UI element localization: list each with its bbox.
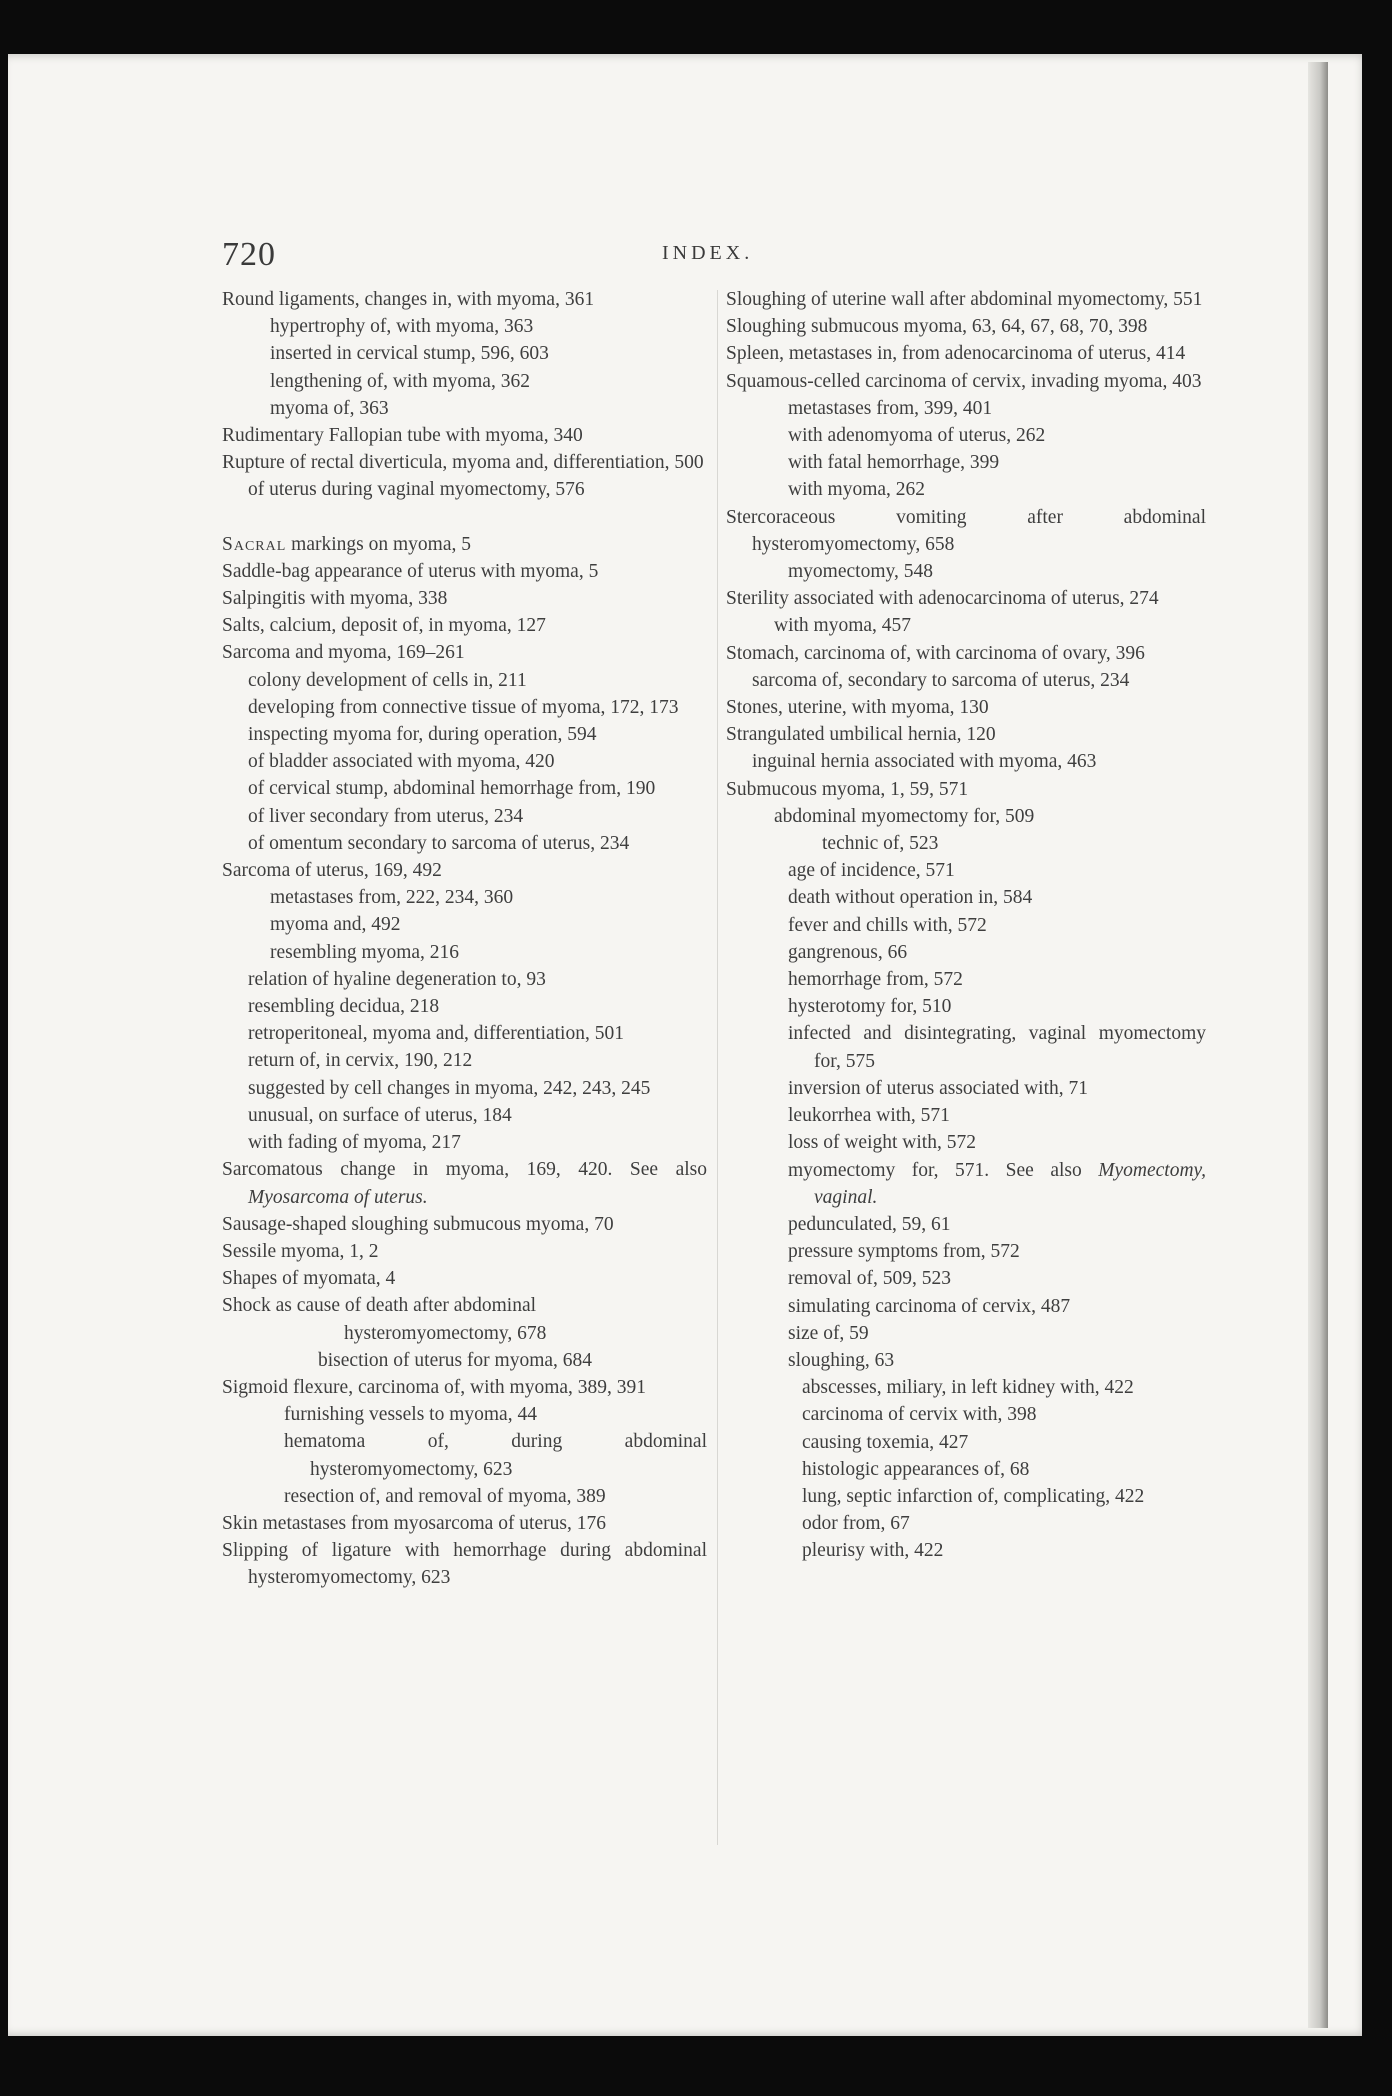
- entry-text: resection of, and removal of myoma, 389: [284, 1485, 606, 1507]
- entry-text: myomectomy for, 571. See also: [788, 1159, 1099, 1181]
- entry-text: Saddle-bag appearance of uterus with myoma, 5: [222, 560, 599, 582]
- entry-text: inversion of uterus associated with, 71: [788, 1077, 1089, 1099]
- index-subentry: [270, 395, 707, 422]
- entry-text: lung, septic infarction of, complicating, 422: [802, 1485, 1145, 1507]
- index-subentry: [788, 1347, 1206, 1374]
- index-entry: [222, 558, 707, 585]
- entry-text: Skin metastases from myosarcoma of uterus, 176: [222, 1512, 606, 1534]
- entry-text: metastases from, 222, 234, 360: [270, 887, 514, 909]
- entry-text: Submucous myoma, 1, 59, 571: [726, 778, 969, 800]
- index-subentry: [788, 993, 1206, 1020]
- entry-text: suggested by cell changes in myoma, 242, 243, 245: [248, 1077, 651, 1099]
- entry-text: Salpingitis with myoma, 338: [222, 588, 448, 610]
- index-subentry: [774, 612, 1206, 639]
- entry-text: Rupture of rectal diverticula, myoma and, differentiation, 500: [222, 452, 704, 474]
- index-subentry: [788, 939, 1206, 966]
- entry-text: pedunculated, 59, 61: [788, 1213, 951, 1235]
- index-subentry: [788, 1157, 1206, 1211]
- index-entry: [222, 1265, 707, 1292]
- index-subentry: [270, 340, 707, 367]
- entry-text: gangrenous, 66: [788, 941, 908, 963]
- entry-text: of omentum secondary to sarcoma of uterus, 234: [248, 832, 630, 854]
- entry-text: histologic appearances of, 68: [802, 1458, 1030, 1480]
- entry-text: myomectomy, 548: [788, 561, 933, 583]
- index-subentry: [788, 966, 1206, 993]
- index-entry: [222, 612, 707, 639]
- entry-text: Slipping of ligature with hemorrhage during abdominal hysteromyomectomy, 623: [222, 1540, 707, 1589]
- index-subentry: [284, 1428, 707, 1482]
- index-subentry: [802, 1510, 1206, 1537]
- entry-text: Sigmoid flexure, carcinoma of, with myoma, 389, 391: [222, 1376, 647, 1398]
- index-subentry: [248, 993, 707, 1020]
- entry-text: odor from, 67: [802, 1513, 910, 1535]
- entry-text: bisection of uterus for myoma, 684: [318, 1349, 593, 1371]
- entry-text: of cervical stump, abdominal hemorrhage from, 190: [248, 778, 656, 800]
- entry-text: with fading of myoma, 217: [248, 1132, 461, 1154]
- entry-text: pleurisy with, 422: [802, 1540, 944, 1562]
- entry-text: with myoma, 262: [788, 479, 926, 501]
- entry-text: Squamous-celled carcinoma of cervix, invading myoma, 403: [726, 370, 1202, 392]
- index-entry: [222, 639, 707, 666]
- index-subentry: [248, 476, 707, 503]
- index-entry: [222, 585, 707, 612]
- entry-text: sloughing, 63: [788, 1349, 895, 1371]
- entry-text: pressure symptoms from, 572: [788, 1241, 1020, 1263]
- index-subentry: [248, 748, 707, 775]
- index-subentry: [788, 1293, 1206, 1320]
- index-subentry: [248, 1129, 707, 1156]
- entry-text: abdominal myomectomy for, 509: [774, 805, 1035, 827]
- index-subentry: [788, 476, 1206, 503]
- index-subentry: [788, 1320, 1206, 1347]
- index-entry: [726, 368, 1206, 395]
- entry-text: carcinoma of cervix with, 398: [802, 1404, 1037, 1426]
- index-subentry: [788, 1265, 1206, 1292]
- entry-text: Shock as cause of death after abdominal: [222, 1295, 537, 1317]
- index-column-right: [726, 286, 1206, 1565]
- index-subentry: [248, 721, 707, 748]
- entry-text: death without operation in, 584: [788, 887, 1033, 909]
- page-number: 720: [222, 236, 276, 273]
- index-subentry: [788, 1211, 1206, 1238]
- entry-text: hematoma of, during abdominal hysteromyomectomy, 623: [284, 1431, 707, 1480]
- entry-text: Shapes of myomata, 4: [222, 1268, 396, 1290]
- index-subentry: [788, 449, 1206, 476]
- index-entry: [726, 313, 1206, 340]
- index-subentry: [802, 1401, 1206, 1428]
- column-divider: [717, 290, 718, 1845]
- running-head: INDEX.: [662, 242, 754, 264]
- index-subentry: [248, 1075, 707, 1102]
- index-subentry: [270, 884, 707, 911]
- index-subentry: [788, 422, 1206, 449]
- entry-text: of uterus during vaginal myomectomy, 576: [248, 479, 585, 501]
- entry-text: Salts, calcium, deposit of, in myoma, 127: [222, 615, 546, 637]
- index-entry: [726, 694, 1206, 721]
- index-entry: [222, 286, 707, 313]
- index-column-left: [222, 286, 707, 1592]
- entry-text: Spleen, metastases in, from adenocarcinoma of uterus, 414: [726, 343, 1186, 365]
- page-edge: [1308, 62, 1328, 2028]
- entry-text: with myoma, 457: [774, 615, 912, 637]
- index-subentry: [270, 911, 707, 938]
- index-subentry: [248, 1020, 707, 1047]
- entry-text: fever and chills with, 572: [788, 914, 987, 936]
- entry-text: with adenomyoma of uterus, 262: [788, 425, 1046, 447]
- index-subentry: [788, 1102, 1206, 1129]
- entry-text: relation of hyaline degeneration to, 93: [248, 968, 546, 990]
- entry-text: removal of, 509, 523: [788, 1268, 952, 1290]
- index-subentry: [270, 368, 707, 395]
- index-entry: [726, 286, 1206, 313]
- entry-text: furnishing vessels to myoma, 44: [284, 1404, 537, 1426]
- entry-text: abscesses, miliary, in left kidney with, 422: [802, 1377, 1134, 1399]
- index-subentry: [270, 313, 707, 340]
- entry-text: simulating carcinoma of cervix, 487: [788, 1295, 1071, 1317]
- entry-text: age of incidence, 571: [788, 860, 955, 882]
- entry-continuation: hysteromyomectomy, 678: [344, 1322, 547, 1344]
- index-entry: [222, 1156, 707, 1210]
- entry-text: lengthening of, with myoma, 362: [270, 370, 530, 392]
- entry-text: causing toxemia, 427: [802, 1431, 969, 1453]
- index-subentry: [822, 830, 1206, 857]
- index-subentry: [788, 884, 1206, 911]
- entry-text: with fatal hemorrhage, 399: [788, 452, 1000, 474]
- entry-text: inguinal hernia associated with myoma, 463: [752, 751, 1097, 773]
- index-subentry: [318, 1347, 707, 1374]
- entry-text: Sloughing submucous myoma, 63, 64, 67, 68, 70, 398: [726, 316, 1148, 338]
- entry-text: hysterotomy for, 510: [788, 996, 952, 1018]
- index-subentry: [248, 966, 707, 993]
- index-entry: [726, 504, 1206, 558]
- index-subentry: [788, 857, 1206, 884]
- entry-text: leukorrhea with, 571: [788, 1105, 950, 1127]
- entry-text: Strangulated umbilical hernia, 120: [726, 724, 996, 746]
- index-subentry: [270, 939, 707, 966]
- entry-text: Sarcomatous change in myoma, 169, 420. See also: [222, 1159, 707, 1181]
- entry-text: Stones, uterine, with myoma, 130: [726, 697, 989, 719]
- index-entry: [222, 422, 707, 449]
- page-header: [222, 236, 1232, 273]
- entry-text: technic of, 523: [822, 833, 939, 855]
- index-subentry: [248, 830, 707, 857]
- entry-text: hypertrophy of, with myoma, 363: [270, 316, 534, 338]
- index-subentry: [774, 803, 1206, 830]
- index-subentry: [248, 1047, 707, 1074]
- entry-text: return of, in cervix, 190, 212: [248, 1050, 473, 1072]
- index-subentry: [248, 803, 707, 830]
- entry-text: resembling myoma, 216: [270, 941, 460, 963]
- index-subentry: [752, 748, 1206, 775]
- index-subentry: [248, 667, 707, 694]
- entry-text: hemorrhage from, 572: [788, 969, 963, 991]
- entry-text: Sarcoma and myoma, 169–261: [222, 642, 465, 664]
- index-entry: [222, 531, 707, 558]
- entry-text: resembling decidua, 218: [248, 996, 440, 1018]
- entry-text: Sausage-shaped sloughing submucous myoma, 70: [222, 1213, 614, 1235]
- index-subentry: [788, 1075, 1206, 1102]
- entry-text: size of, 59: [788, 1322, 869, 1344]
- index-subentry: [284, 1483, 707, 1510]
- index-subentry: [248, 694, 707, 721]
- entry-text: colony development of cells in, 211: [248, 669, 527, 691]
- index-subentry: [788, 912, 1206, 939]
- index-entry: [222, 857, 707, 884]
- index-subentry: [788, 558, 1206, 585]
- index-subentry: [788, 395, 1206, 422]
- entry-text: loss of weight with, 572: [788, 1132, 976, 1154]
- entry-text: markings on myoma, 5: [286, 533, 471, 555]
- entry-text: retroperitoneal, myoma and, differentiation, 501: [248, 1023, 624, 1045]
- entry-text: of bladder associated with myoma, 420: [248, 751, 555, 773]
- entry-text: Sarcoma of uterus, 169, 492: [222, 860, 442, 882]
- entry-lead-word: Sacral: [222, 533, 287, 555]
- entry-text: developing from connective tissue of myoma, 172, 173: [248, 696, 679, 718]
- index-subentry: [788, 1020, 1206, 1074]
- entry-text: sarcoma of, secondary to sarcoma of uterus, 234: [752, 669, 1130, 691]
- index-subentry: [284, 1401, 707, 1428]
- index-entry: [726, 585, 1206, 612]
- index-entry: [726, 776, 1206, 803]
- cross-reference: Myomectomy, vaginal.: [814, 1159, 1206, 1208]
- index-entry: [222, 1211, 707, 1238]
- entry-text: unusual, on surface of uterus, 184: [248, 1104, 512, 1126]
- entry-text: inspecting myoma for, during operation, 594: [248, 724, 597, 746]
- entry-text: Sessile myoma, 1, 2: [222, 1240, 379, 1262]
- index-entry: [222, 449, 707, 476]
- entry-text: metastases from, 399, 401: [788, 397, 993, 419]
- index-subentry: [248, 775, 707, 802]
- index-subentry: [802, 1429, 1206, 1456]
- index-subentry: [752, 667, 1206, 694]
- entry-text: myoma and, 492: [270, 914, 401, 936]
- index-entry: [222, 1537, 707, 1591]
- index-entry: [726, 340, 1206, 367]
- cross-reference: Myosarcoma of uterus.: [248, 1186, 428, 1208]
- index-entry: [222, 1292, 707, 1319]
- index-subentry: [788, 1238, 1206, 1265]
- entry-text: Round ligaments, changes in, with myoma, 361: [222, 289, 595, 310]
- index-subentry: [788, 1129, 1206, 1156]
- entry-text: myoma of, 363: [270, 397, 389, 419]
- entry-text: inserted in cervical stump, 596, 603: [270, 343, 549, 365]
- entry-text: Sterility associated with adenocarcinoma of uterus, 274: [726, 588, 1159, 610]
- entry-text: Stercoraceous vomiting after abdominal hysteromyomectomy, 658: [726, 506, 1206, 555]
- entry-text: Rudimentary Fallopian tube with myoma, 340: [222, 425, 583, 447]
- index-entry: [222, 1238, 707, 1265]
- index-entry: [222, 1374, 707, 1401]
- section-gap: [222, 504, 707, 531]
- index-subentry: [802, 1374, 1206, 1401]
- index-subentry: [802, 1456, 1206, 1483]
- index-subentry: [802, 1483, 1206, 1510]
- scan-border: [1362, 54, 1392, 2036]
- entry-text: Sloughing of uterine wall after abdominal myomectomy, 551: [726, 289, 1203, 310]
- index-subentry: [248, 1102, 707, 1129]
- index-entry: [222, 1510, 707, 1537]
- index-subentry: [802, 1537, 1206, 1564]
- entry-text: infected and disintegrating, vaginal myomectomy for, 575: [788, 1023, 1206, 1072]
- index-entry: [726, 721, 1206, 748]
- entry-text: of liver secondary from uterus, 234: [248, 805, 524, 827]
- entry-text: Stomach, carcinoma of, with carcinoma of ovary, 396: [726, 642, 1145, 664]
- index-entry: [726, 640, 1206, 667]
